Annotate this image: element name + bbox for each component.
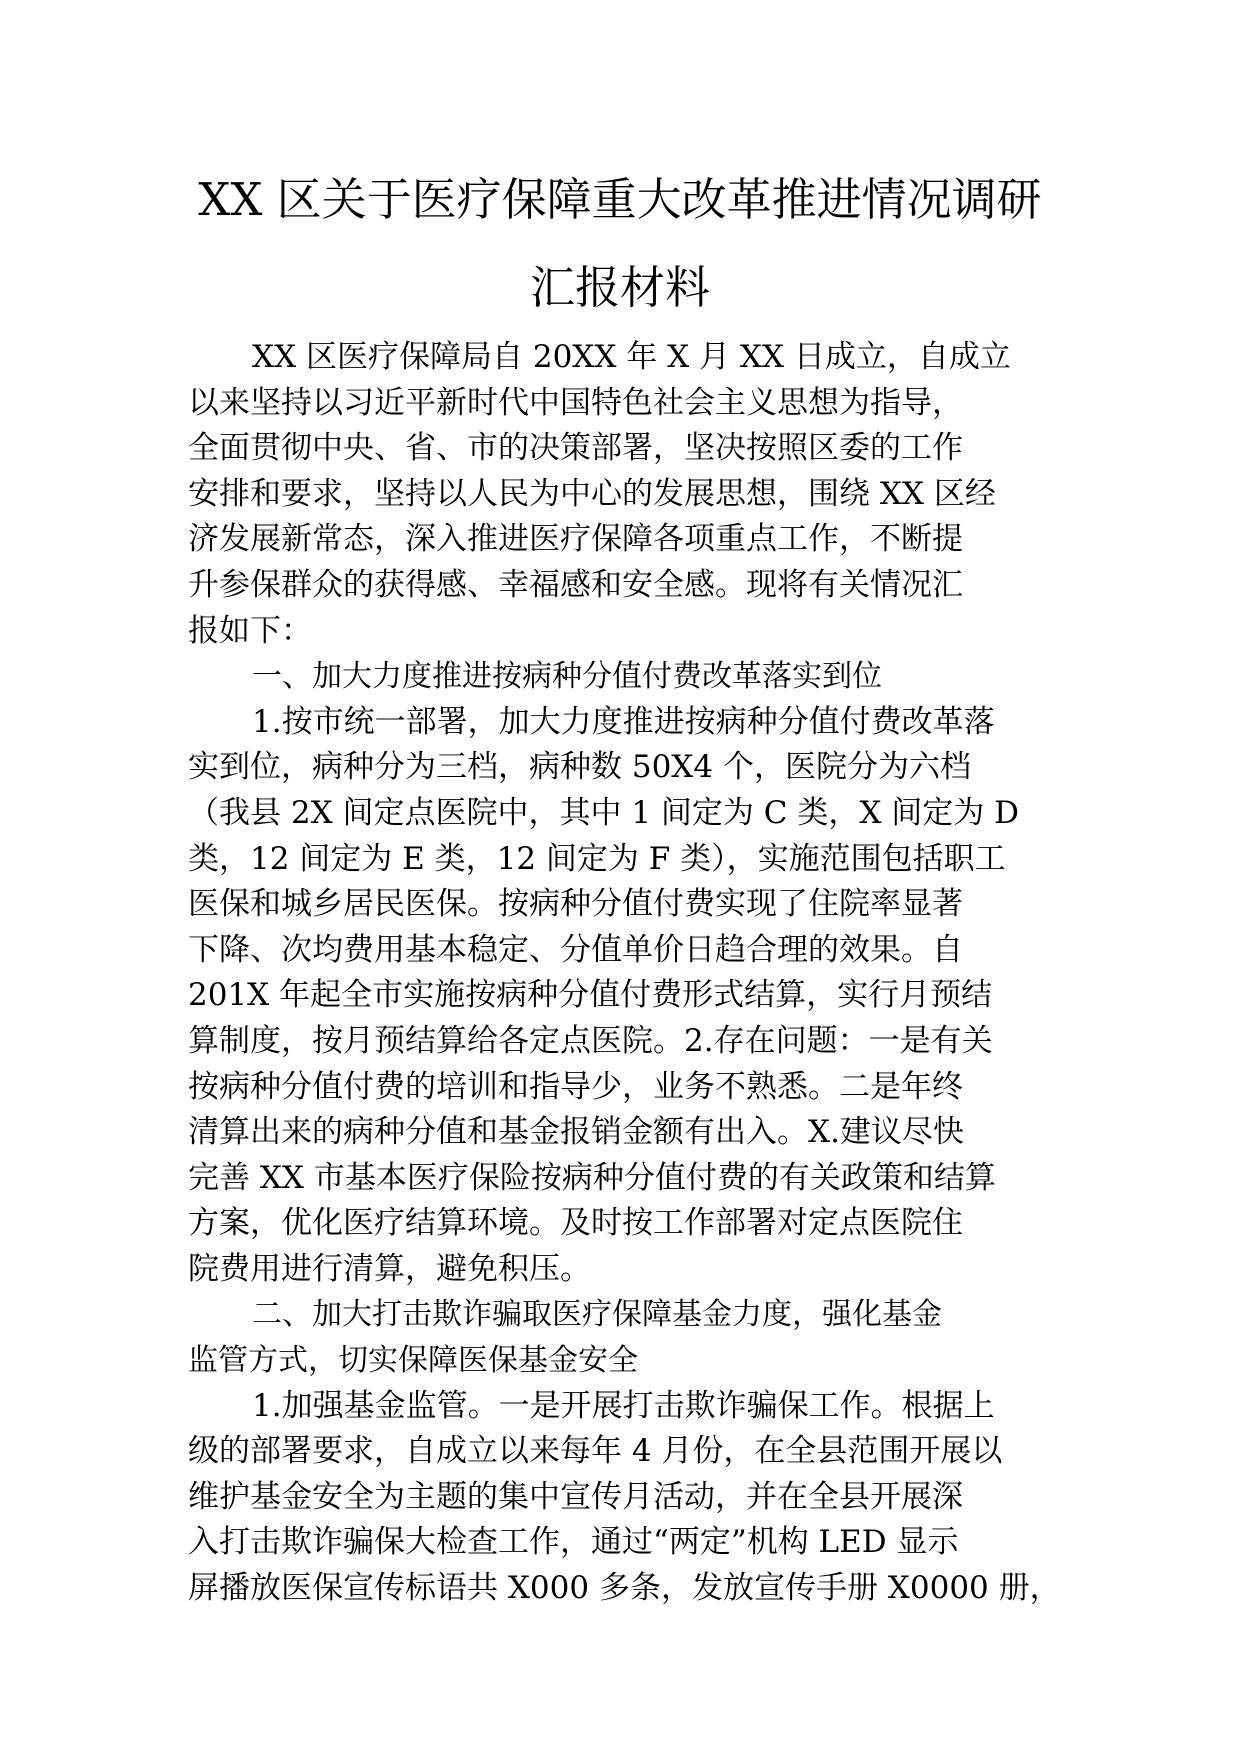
section-1-paragraph-line: 类，12 间定为 E 类，12 间定为 F 类），实施范围包括职工 bbox=[188, 840, 1006, 877]
section-2-paragraph-line: 入打击欺诈骗保大检查工作，通过“两定”机构 LED 显示 bbox=[188, 1524, 959, 1561]
intro-paragraph-line: 安排和要求，坚持以人民为中心的发展思想，围绕 XX 区经 bbox=[188, 475, 996, 512]
section-1-paragraph-line: 算制度，按月预结算给各定点医院。2.存在问题：一是有关 bbox=[188, 1022, 993, 1059]
intro-paragraph-line: 升参保群众的获得感、幸福感和安全感。现将有关情况汇 bbox=[188, 566, 963, 603]
section-1-paragraph-line: 实到位，病种分为三档，病种数 50X4 个，医院分为六档 bbox=[188, 749, 971, 786]
section-2-paragraph-line: 维护基金安全为主题的集中宣传月活动，并在全县开展深 bbox=[188, 1478, 963, 1515]
section-heading-1: 一、加大力度推进按病种分值付费改革落实到位 bbox=[252, 659, 882, 695]
section-2-paragraph-line: 1.加强基金监管。一是开展打击欺诈骗保工作。根据上 bbox=[252, 1387, 995, 1424]
section-1-paragraph-line: 下降、次均费用基本稳定、分值单价日趋合理的效果。自 bbox=[188, 931, 963, 968]
intro-paragraph-line: 报如下： bbox=[188, 612, 312, 649]
section-1-paragraph-line: 按病种分值付费的培训和指导少，业务不熟悉。二是年终 bbox=[188, 1068, 963, 1105]
section-1-paragraph-line: 清算出来的病种分值和基金报销金额有出入。X.建议尽快 bbox=[188, 1114, 964, 1151]
section-1-paragraph-line: 201X 年起全市实施按病种分值付费形式结算，实行月预结 bbox=[188, 977, 993, 1014]
intro-paragraph-line: 以来坚持以习近平新时代中国特色社会主义思想为指导， bbox=[188, 384, 963, 421]
section-1-paragraph-line: 1.按市统一部署，加大力度推进按病种分值付费改革落 bbox=[252, 703, 995, 740]
document-title-line-1: XX 区关于医疗保障重大改革推进情况调研 bbox=[198, 173, 1042, 226]
section-1-paragraph-line: 医保和城乡居民医保。按病种分值付费实现了住院率显著 bbox=[188, 886, 963, 923]
intro-paragraph-line: 全面贯彻中央、省、市的决策部署，坚决按照区委的工作 bbox=[188, 430, 963, 467]
section-1-paragraph-line: 完善 XX 市基本医疗保险按病种分值付费的有关政策和结算 bbox=[188, 1159, 996, 1196]
section-1-paragraph-line: （我县 2X 间定点医院中，其中 1 间定为 C 类，X 间定为 D bbox=[188, 794, 1019, 831]
section-1-paragraph-line: 方案，优化医疗结算环境。及时按工作部署对定点医院住 bbox=[188, 1205, 963, 1242]
section-2-paragraph-line: 级的部署要求，自成立以来每年 4 月份，在全县范围开展以 bbox=[188, 1433, 1003, 1470]
section-2-paragraph-line: 屏播放医保宣传标语共 X000 多条，发放宣传手册 X0000 册， bbox=[188, 1570, 1061, 1607]
section-heading-2-continued: 监管方式，切实保障医保基金安全 bbox=[188, 1343, 638, 1379]
intro-paragraph-line: XX 区医疗保障局自 20XX 年 X 月 XX 日成立，自成立 bbox=[252, 339, 1011, 375]
document-body bbox=[188, 335, 1061, 1612]
document-title-line-2: 汇报材料 bbox=[529, 261, 710, 314]
section-1-paragraph-line: 院费用进行清算，避免积压。 bbox=[188, 1250, 591, 1287]
intro-paragraph-line: 济发展新常态，深入推进医疗保障各项重点工作，不断提 bbox=[188, 521, 963, 558]
section-heading-2: 二、加大打击欺诈骗取医疗保障基金力度，强化基金 bbox=[252, 1297, 942, 1333]
